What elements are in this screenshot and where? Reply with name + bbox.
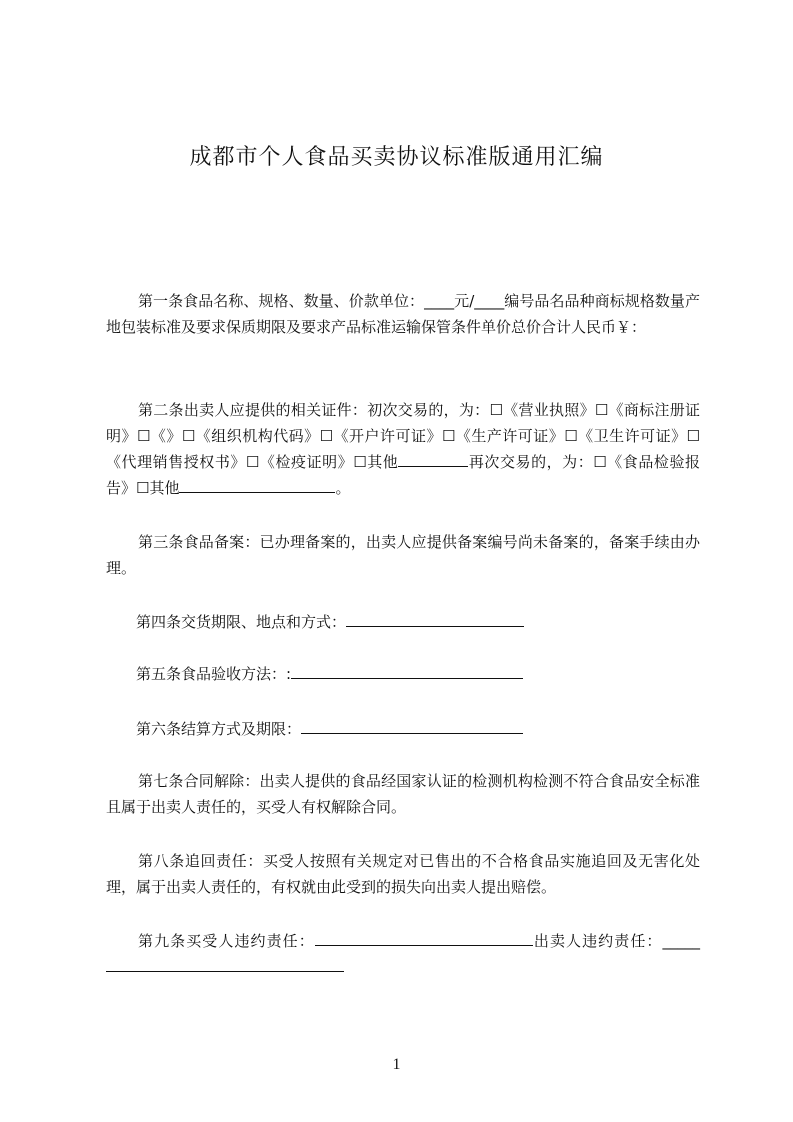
clause-1: 第一条食品名称、规格、数量、价款单位：____元/____编号品名品种商标规格数量产地包装标准及要求保质期限及要求产品标准运输保管条件单价总价合计人民币￥： bbox=[106, 292, 700, 336]
clause-9-text-a: 第九条买受人违约责任： bbox=[138, 932, 315, 950]
clause-3: 第三条食品备案：已办理备案的，出卖人应提供备案编号尚未备案的，备案手续由办理。 bbox=[106, 533, 700, 577]
clause-6-text: 第六条结算方式及期限： bbox=[136, 720, 302, 738]
clause-9-blank-2 bbox=[106, 954, 344, 972]
clause-5-blank bbox=[291, 661, 523, 679]
clause-2 bbox=[106, 397, 700, 501]
clause-9 bbox=[106, 928, 700, 980]
clause-9-text-b: 出卖人违约责任：_____ bbox=[532, 932, 700, 950]
clause-5 bbox=[106, 661, 700, 687]
page-number: 1 bbox=[392, 1056, 401, 1073]
clause-6 bbox=[106, 716, 700, 742]
document-title: 成都市个人食品买卖协议标准版通用汇编 bbox=[189, 145, 604, 170]
clause-2-blank-2 bbox=[179, 475, 335, 493]
clause-2-text-c: 。 bbox=[335, 479, 351, 497]
clause-6-blank bbox=[301, 716, 523, 734]
clause-4-text: 第四条交货期限、地点和方式： bbox=[136, 613, 347, 631]
clause-4 bbox=[106, 609, 700, 635]
clause-8: 第八条追回责任：买受人按照有关规定对已售出的不合格食品实施追回及无害化处理，属于出卖人责任的，有权就由此受到的损失向出卖人提出赔偿。 bbox=[106, 852, 700, 896]
clause-4-blank bbox=[346, 609, 524, 627]
clause-2-text-a: 第二条出卖人应提供的相关证件：初次交易的，为：☐《营业执照》☐《商标注册证明》☐《》☐《组织机构代码》☐《开户许可证》☐《生产许可证》☐《卫生许可证》☐《代理销售授权书》☐《检疫证明》☐其他 bbox=[106, 401, 700, 471]
clause-9-blank-1 bbox=[315, 928, 533, 946]
clause-7: 第七条合同解除：出卖人提供的食品经国家认证的检测机构检测不符合食品安全标准且属于出卖人责任的，买受人有权解除合同。 bbox=[106, 772, 700, 816]
clause-2-text-b: 再次交易的，为：☐《食品检验报告》☐其他 bbox=[106, 453, 701, 497]
clause-5-text: 第五条食品验收方法：: bbox=[136, 665, 292, 683]
clause-2-blank-1 bbox=[398, 449, 468, 467]
